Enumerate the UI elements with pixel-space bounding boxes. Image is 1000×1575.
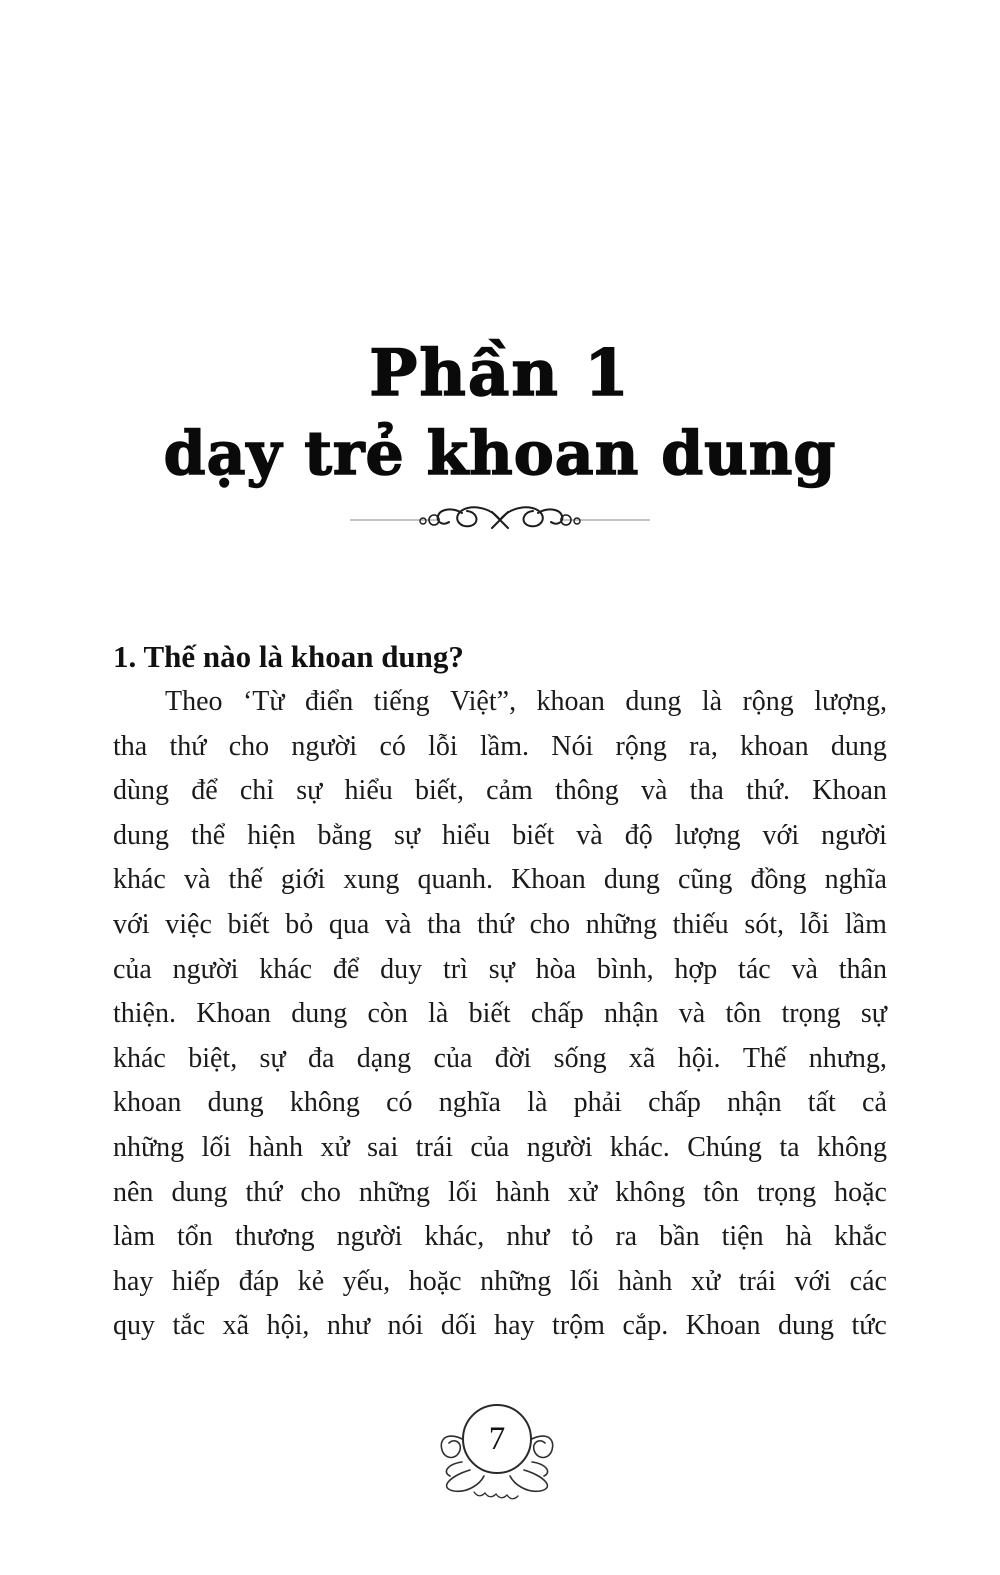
divider-flourish-ornament — [350, 500, 650, 538]
paragraph-line: dung thể hiện bằng sự hiểu biết và độ lượng với người — [113, 819, 887, 851]
paragraph-line: với việc biết bỏ qua và tha thứ cho những thiếu sót, lỗi lầm — [113, 908, 887, 940]
paragraph-line: làm tổn thương người khác, như tỏ ra bần tiện hà khắc — [113, 1221, 887, 1253]
paragraph-line: những lối hành xử sai trái của người khác. Chúng ta không — [113, 1131, 887, 1163]
section-heading: 1. Thế nào là khoan dung? — [113, 639, 464, 674]
paragraph-line: thiện. Khoan dung còn là biết chấp nhận và tôn trọng sự — [113, 998, 887, 1030]
paragraph-line: hay hiếp đáp kẻ yếu, hoặc những lối hành xử trái với các — [113, 1265, 887, 1297]
paragraph-line: quy tắc xã hội, như nói dối hay trộm cắp. Khoan dung tức — [113, 1310, 887, 1342]
paragraph-line: dùng để chỉ sự hiểu biết, cảm thông và tha thứ. Khoan — [113, 775, 887, 807]
paragraph-line: khác và thế giới xung quanh. Khoan dung cũng đồng nghĩa — [113, 864, 887, 896]
paragraph-line: nên dung thứ cho những lối hành xử không tôn trọng hoặc — [113, 1176, 887, 1208]
paragraph-line: của người khác để duy trì sự hòa bình, hợp tác và thân — [113, 953, 887, 985]
paragraph-line: khác biệt, sự đa dạng của đời sống xã hội. Thế nhưng, — [113, 1042, 887, 1074]
part-label: Phần 1 — [369, 336, 631, 411]
part-title: dạy trẻ khoan dung — [163, 419, 837, 489]
page-number: 7 — [462, 1404, 532, 1474]
page-number-badge — [422, 1392, 572, 1507]
paragraph-line: tha thứ cho người có lỗi lầm. Nói rộng ra, khoan dung — [113, 730, 887, 762]
body-paragraph — [113, 686, 887, 1355]
paragraph-line: khoan dung không có nghĩa là phải chấp nhận tất cả — [113, 1087, 887, 1119]
paragraph-line: Theo ‘Từ điển tiếng Việt”, khoan dung là rộng lượng, — [165, 686, 887, 717]
